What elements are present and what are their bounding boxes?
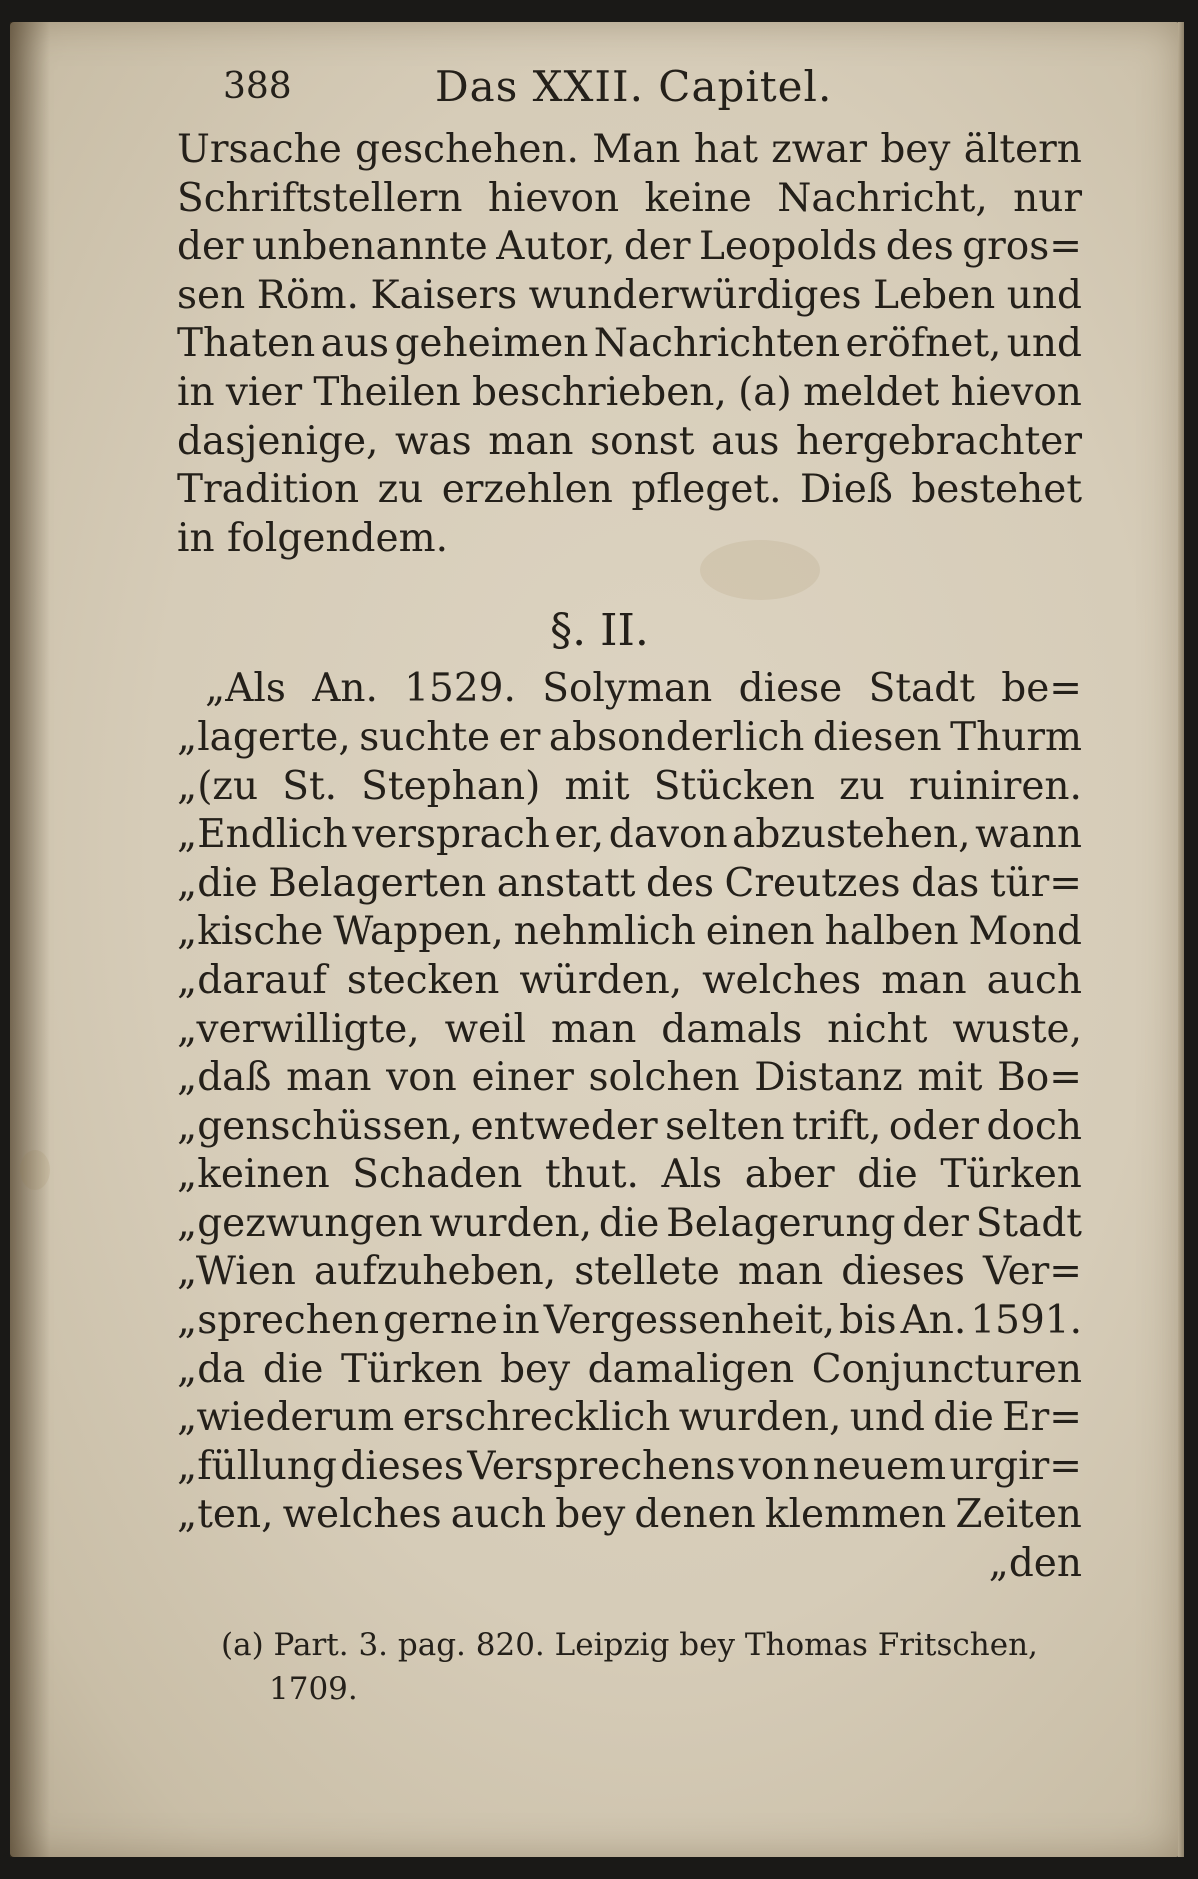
word: „Wien xyxy=(177,1249,296,1295)
word: in xyxy=(502,1298,540,1344)
word: Distanz xyxy=(754,1055,903,1101)
page-gutter-shadow xyxy=(10,22,50,1857)
word: bestehet xyxy=(911,467,1082,513)
catchword: „den xyxy=(988,1541,1082,1587)
text-line xyxy=(177,957,1082,1006)
word: nur xyxy=(1013,175,1082,221)
text-line xyxy=(177,126,1082,175)
word: versprach xyxy=(352,812,550,858)
paragraph xyxy=(177,126,1082,563)
word: zu xyxy=(377,467,424,513)
word: Belagerung xyxy=(666,1200,896,1246)
word: „daß xyxy=(177,1055,272,1101)
word: Stephan) xyxy=(361,763,541,809)
word: 1591. xyxy=(970,1298,1082,1344)
word: erzehlen xyxy=(441,467,613,513)
word: 1529. xyxy=(404,666,516,712)
word: beschrieben, xyxy=(472,369,727,415)
word: die xyxy=(262,1346,324,1392)
word: bey xyxy=(555,1492,626,1538)
word: anstatt xyxy=(496,860,636,906)
word: dasjenige, xyxy=(177,418,379,464)
paper-stain xyxy=(20,1150,50,1190)
word: der xyxy=(623,224,691,270)
word: davon xyxy=(608,812,728,858)
word: Bo= xyxy=(997,1055,1082,1101)
text-line xyxy=(177,763,1082,812)
word: des xyxy=(885,224,954,270)
word: aus xyxy=(320,321,390,367)
word: hievon xyxy=(950,369,1082,415)
word: dieses xyxy=(841,1249,965,1295)
word: trift, xyxy=(792,1103,882,1149)
text-line xyxy=(177,811,1082,860)
running-head: Das XXII. Capitel. xyxy=(435,62,833,111)
word: eröfnet, xyxy=(845,321,1002,367)
page-text xyxy=(177,58,1082,1711)
word: bey xyxy=(880,127,951,172)
word: nicht xyxy=(827,1006,928,1052)
word: wurden, xyxy=(429,1200,593,1246)
text-line xyxy=(177,369,1082,418)
word: hievon xyxy=(487,175,620,221)
quoted-passage xyxy=(177,665,1082,1588)
word: sen xyxy=(177,272,246,318)
word: das xyxy=(911,860,980,906)
word: be= xyxy=(1001,666,1082,712)
word: man xyxy=(286,1055,372,1101)
word: abzustehen, xyxy=(732,812,971,858)
word: wurden, xyxy=(678,1395,842,1441)
word: Er= xyxy=(1002,1395,1082,1441)
word: „kische xyxy=(177,909,324,955)
word: halben xyxy=(824,909,959,955)
word: entweder xyxy=(470,1103,658,1149)
word: An. xyxy=(312,666,378,712)
word: er xyxy=(498,714,541,760)
word: Tradition xyxy=(177,467,360,513)
word: Ver= xyxy=(982,1249,1082,1295)
word: solchen xyxy=(588,1055,740,1101)
word: Mond xyxy=(968,909,1082,955)
word: geschehen. xyxy=(355,127,579,172)
word: thut. xyxy=(544,1152,639,1198)
word: selten xyxy=(665,1103,785,1149)
word: Thaten xyxy=(177,321,316,367)
word: Autor, xyxy=(496,224,616,270)
word: der xyxy=(902,1200,969,1246)
word: bey xyxy=(500,1346,571,1392)
word: „die xyxy=(177,860,258,906)
word: man xyxy=(881,957,967,1003)
word: Stücken xyxy=(653,763,815,809)
word: sonst xyxy=(590,418,695,464)
word: wuste, xyxy=(952,1006,1082,1052)
word: und xyxy=(1006,272,1082,318)
word: „da xyxy=(177,1346,246,1392)
word: stecken xyxy=(346,957,500,1003)
text-line xyxy=(177,418,1082,467)
word: einer xyxy=(471,1055,574,1101)
text-line xyxy=(177,714,1082,763)
word: die xyxy=(857,1152,918,1198)
word: man xyxy=(737,1249,824,1295)
word: aus xyxy=(710,418,780,464)
word: gros= xyxy=(962,224,1082,270)
word: erschrecklich xyxy=(402,1395,671,1441)
word: doch xyxy=(986,1103,1082,1149)
word: Thurm xyxy=(950,714,1082,760)
page-header xyxy=(177,58,1082,128)
text-line: in folgendem. xyxy=(177,515,448,561)
text-line xyxy=(177,1248,1082,1297)
text-line xyxy=(177,1103,1082,1152)
word: die xyxy=(933,1395,994,1441)
word: bis xyxy=(839,1298,897,1344)
footnote-citation: (a) Part. 3. pag. 820. Leipzig bey Thomas Fritschen, xyxy=(221,1626,1038,1663)
text-line xyxy=(177,860,1082,909)
word: welches xyxy=(282,1492,442,1538)
word: Leopolds xyxy=(698,224,878,270)
word: hergebrachter xyxy=(795,418,1082,464)
word: ältern xyxy=(963,127,1082,172)
word: ruiniren. xyxy=(908,763,1082,809)
word: Als xyxy=(661,1152,723,1198)
word: was xyxy=(394,418,472,464)
word: vier xyxy=(225,369,303,415)
word: dieses xyxy=(340,1443,464,1489)
word: „wiederum xyxy=(177,1395,395,1441)
word: oder xyxy=(888,1103,980,1149)
word: diesen xyxy=(812,714,942,760)
text-line xyxy=(177,665,1082,714)
word: Wappen, xyxy=(333,909,504,955)
word: Schriftstellern xyxy=(177,175,463,221)
word: damaligen xyxy=(587,1346,795,1392)
word: auch xyxy=(986,957,1082,1003)
word: gerne xyxy=(383,1298,499,1344)
page-edge xyxy=(1178,22,1184,1857)
word: man xyxy=(488,418,574,464)
word: Belagerten xyxy=(268,860,487,906)
word: Dieß xyxy=(799,467,893,513)
word: pfleget. xyxy=(631,467,782,513)
word: Röm. xyxy=(256,272,359,318)
word: St. xyxy=(282,763,338,809)
word: Theilen xyxy=(313,369,461,415)
word: geheimen xyxy=(394,321,589,367)
word: „ten, xyxy=(177,1492,274,1538)
word: von xyxy=(738,1443,810,1489)
text-line xyxy=(177,1443,1082,1492)
word: Man xyxy=(592,127,681,172)
word: (a) xyxy=(738,369,792,415)
word: urgir= xyxy=(949,1443,1082,1489)
word: Leben xyxy=(873,272,996,318)
word: die xyxy=(598,1200,660,1246)
word: welches xyxy=(702,957,862,1003)
word: man xyxy=(550,1006,637,1052)
text-line xyxy=(177,1346,1082,1395)
word: tür= xyxy=(989,860,1082,906)
text-line xyxy=(177,223,1082,272)
word: damals xyxy=(661,1006,803,1052)
word: Nachrichten xyxy=(593,321,841,367)
word: zwar xyxy=(771,127,868,172)
word: in xyxy=(177,369,215,415)
word: meldet xyxy=(803,369,940,415)
word: keine xyxy=(644,175,752,221)
word: mit xyxy=(917,1055,983,1101)
word: „darauf xyxy=(177,957,327,1003)
word: würden, xyxy=(519,957,683,1003)
text-line xyxy=(177,1200,1082,1249)
word: „keinen xyxy=(177,1152,330,1198)
text-line xyxy=(177,1491,1082,1540)
word: Schaden xyxy=(352,1152,523,1198)
text-line xyxy=(177,908,1082,957)
word: Vergessenheit, xyxy=(543,1298,836,1344)
section-heading: §. II. xyxy=(550,605,649,657)
word: zu xyxy=(839,763,885,809)
word: „genschüssen, xyxy=(177,1103,464,1149)
word: des xyxy=(645,860,715,906)
word: Türken xyxy=(940,1152,1082,1198)
word: „(zu xyxy=(177,763,259,809)
word: Stadt xyxy=(868,666,975,712)
word: einen xyxy=(705,909,815,955)
text-line xyxy=(177,1006,1082,1055)
word: „füllung xyxy=(177,1443,337,1489)
word: Nachricht, xyxy=(777,175,988,221)
word: unbenannte xyxy=(252,224,488,270)
word: wunderwürdiges xyxy=(528,272,862,318)
word: mit xyxy=(564,763,630,809)
word: diese xyxy=(738,666,843,712)
word: auch xyxy=(450,1492,547,1538)
word: aufzuheben, xyxy=(313,1249,557,1295)
word: weil xyxy=(444,1006,527,1052)
word: Stadt xyxy=(975,1200,1082,1246)
word: aber xyxy=(744,1152,835,1198)
word: und xyxy=(1006,321,1082,367)
word: absonderlich xyxy=(548,714,805,760)
word: klemmen xyxy=(764,1492,947,1538)
word: wann xyxy=(975,812,1082,858)
text-line xyxy=(177,466,1082,515)
text-line xyxy=(177,320,1082,369)
text-line xyxy=(177,1151,1082,1200)
word: neuem xyxy=(812,1443,947,1489)
word: der xyxy=(177,224,244,270)
word: Versprechens xyxy=(467,1443,736,1489)
word: denen xyxy=(634,1492,756,1538)
word: „lagerte, xyxy=(177,714,351,760)
text-line xyxy=(177,175,1082,224)
text-line xyxy=(177,1297,1082,1346)
word: „Als xyxy=(205,666,286,712)
text-line xyxy=(177,1394,1082,1443)
word: Solyman xyxy=(542,666,713,712)
word: stellete xyxy=(574,1249,720,1295)
word: suchte xyxy=(359,714,491,760)
word: Creutzes xyxy=(724,860,901,906)
word: „Endlich xyxy=(177,812,348,858)
footnote-year: 1709. xyxy=(269,1670,358,1707)
word: „verwilligte, xyxy=(177,1006,420,1052)
footnote xyxy=(177,1623,1082,1711)
word: „gezwungen xyxy=(177,1200,423,1246)
word: nehmlich xyxy=(513,909,696,955)
word: Zeiten xyxy=(955,1492,1082,1538)
word: und xyxy=(849,1395,925,1441)
word: „sprechen xyxy=(177,1298,380,1344)
page-number: 388 xyxy=(223,66,292,107)
text-line xyxy=(177,1054,1082,1103)
word: er, xyxy=(554,812,605,858)
word: Kaisers xyxy=(370,272,518,318)
word: von xyxy=(386,1055,457,1101)
word: Ursache xyxy=(177,127,342,172)
word: Türken xyxy=(340,1346,483,1392)
word: Conjuncturen xyxy=(811,1346,1082,1392)
text-line xyxy=(177,272,1082,321)
word: hat xyxy=(693,127,758,172)
word: An. xyxy=(900,1298,967,1344)
